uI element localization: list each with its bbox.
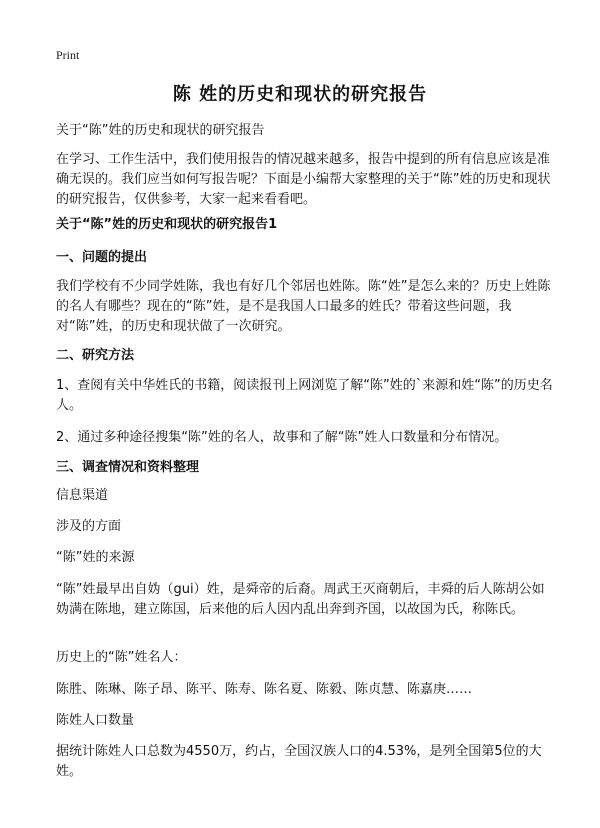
info-channel-label: 信息渠道 bbox=[56, 488, 109, 503]
section-heading-survey: 三、调查情况和资料整理 bbox=[56, 460, 200, 475]
origin-label: “陈”姓的来源 bbox=[56, 550, 135, 565]
aspects-label: 涉及的方面 bbox=[56, 519, 122, 534]
intro-paragraph: 在学习、工作生活中，我们使用报告的情况越来越多，报告中提到的所有信息应该是准确无误的。我们应当如何写报告呢？下面是小编帮大家整理的关于“陈”姓的历史和现状的研究报告，仅供参考，大家一起来看看吧。 bbox=[56, 152, 551, 207]
population-paragraph: 据统计陈姓人口总数为4550万，约占，全国汉族人口的4.53%，是列全国第5位的大姓。 bbox=[56, 744, 542, 779]
report-heading: 关于“陈”姓的历史和现状的研究报告1 bbox=[56, 217, 278, 232]
origin-paragraph: “陈”姓最早出自妫（gui）姓，是舜帝的后裔。周武王灭商朝后，丰舜的后人陈胡公如妫满在陈地，建立陈国，后来他的后人因内乱出奔到齐国，以故国为氏，称陈氏。 bbox=[56, 582, 545, 617]
method-item-2: 2、通过多种途径搜集“陈”姓的名人，故事和了解“陈”姓人口数量和分布情况。 bbox=[56, 430, 508, 445]
section-heading-problem: 一、问题的提出 bbox=[56, 250, 148, 265]
section-heading-method: 二、研究方法 bbox=[56, 348, 135, 363]
page-title: 陈 姓的历史和现状的研究报告 bbox=[172, 84, 428, 105]
problem-paragraph: 我们学校有不少同学姓陈，我也有好几个邻居也姓陈。陈“姓”是怎么来的？历史上姓陈的名人有哪些？现在的“陈”姓，是不是我国人口最多的姓氏？带着这些问题，我对“陈”姓，的历史和现状做了一次研究。 bbox=[56, 279, 551, 334]
subtitle-text: 关于“陈”姓的历史和现状的研究报告 bbox=[56, 123, 265, 138]
population-label: 陈姓人口数量 bbox=[56, 713, 135, 728]
method-item-1: 1、查阅有关中华姓氏的书籍，阅读报刊上网浏览了解“陈”姓的`来源和姓“陈”的历史名人。 bbox=[56, 378, 553, 413]
famous-label: 历史上的“陈”姓名人： bbox=[56, 650, 187, 665]
famous-names: 陈胜、陈琳、陈子昂、陈平、陈寿、陈名夏、陈毅、陈贞慧、陈嘉庚…… bbox=[56, 682, 473, 697]
print-link[interactable]: Print bbox=[56, 48, 80, 62]
